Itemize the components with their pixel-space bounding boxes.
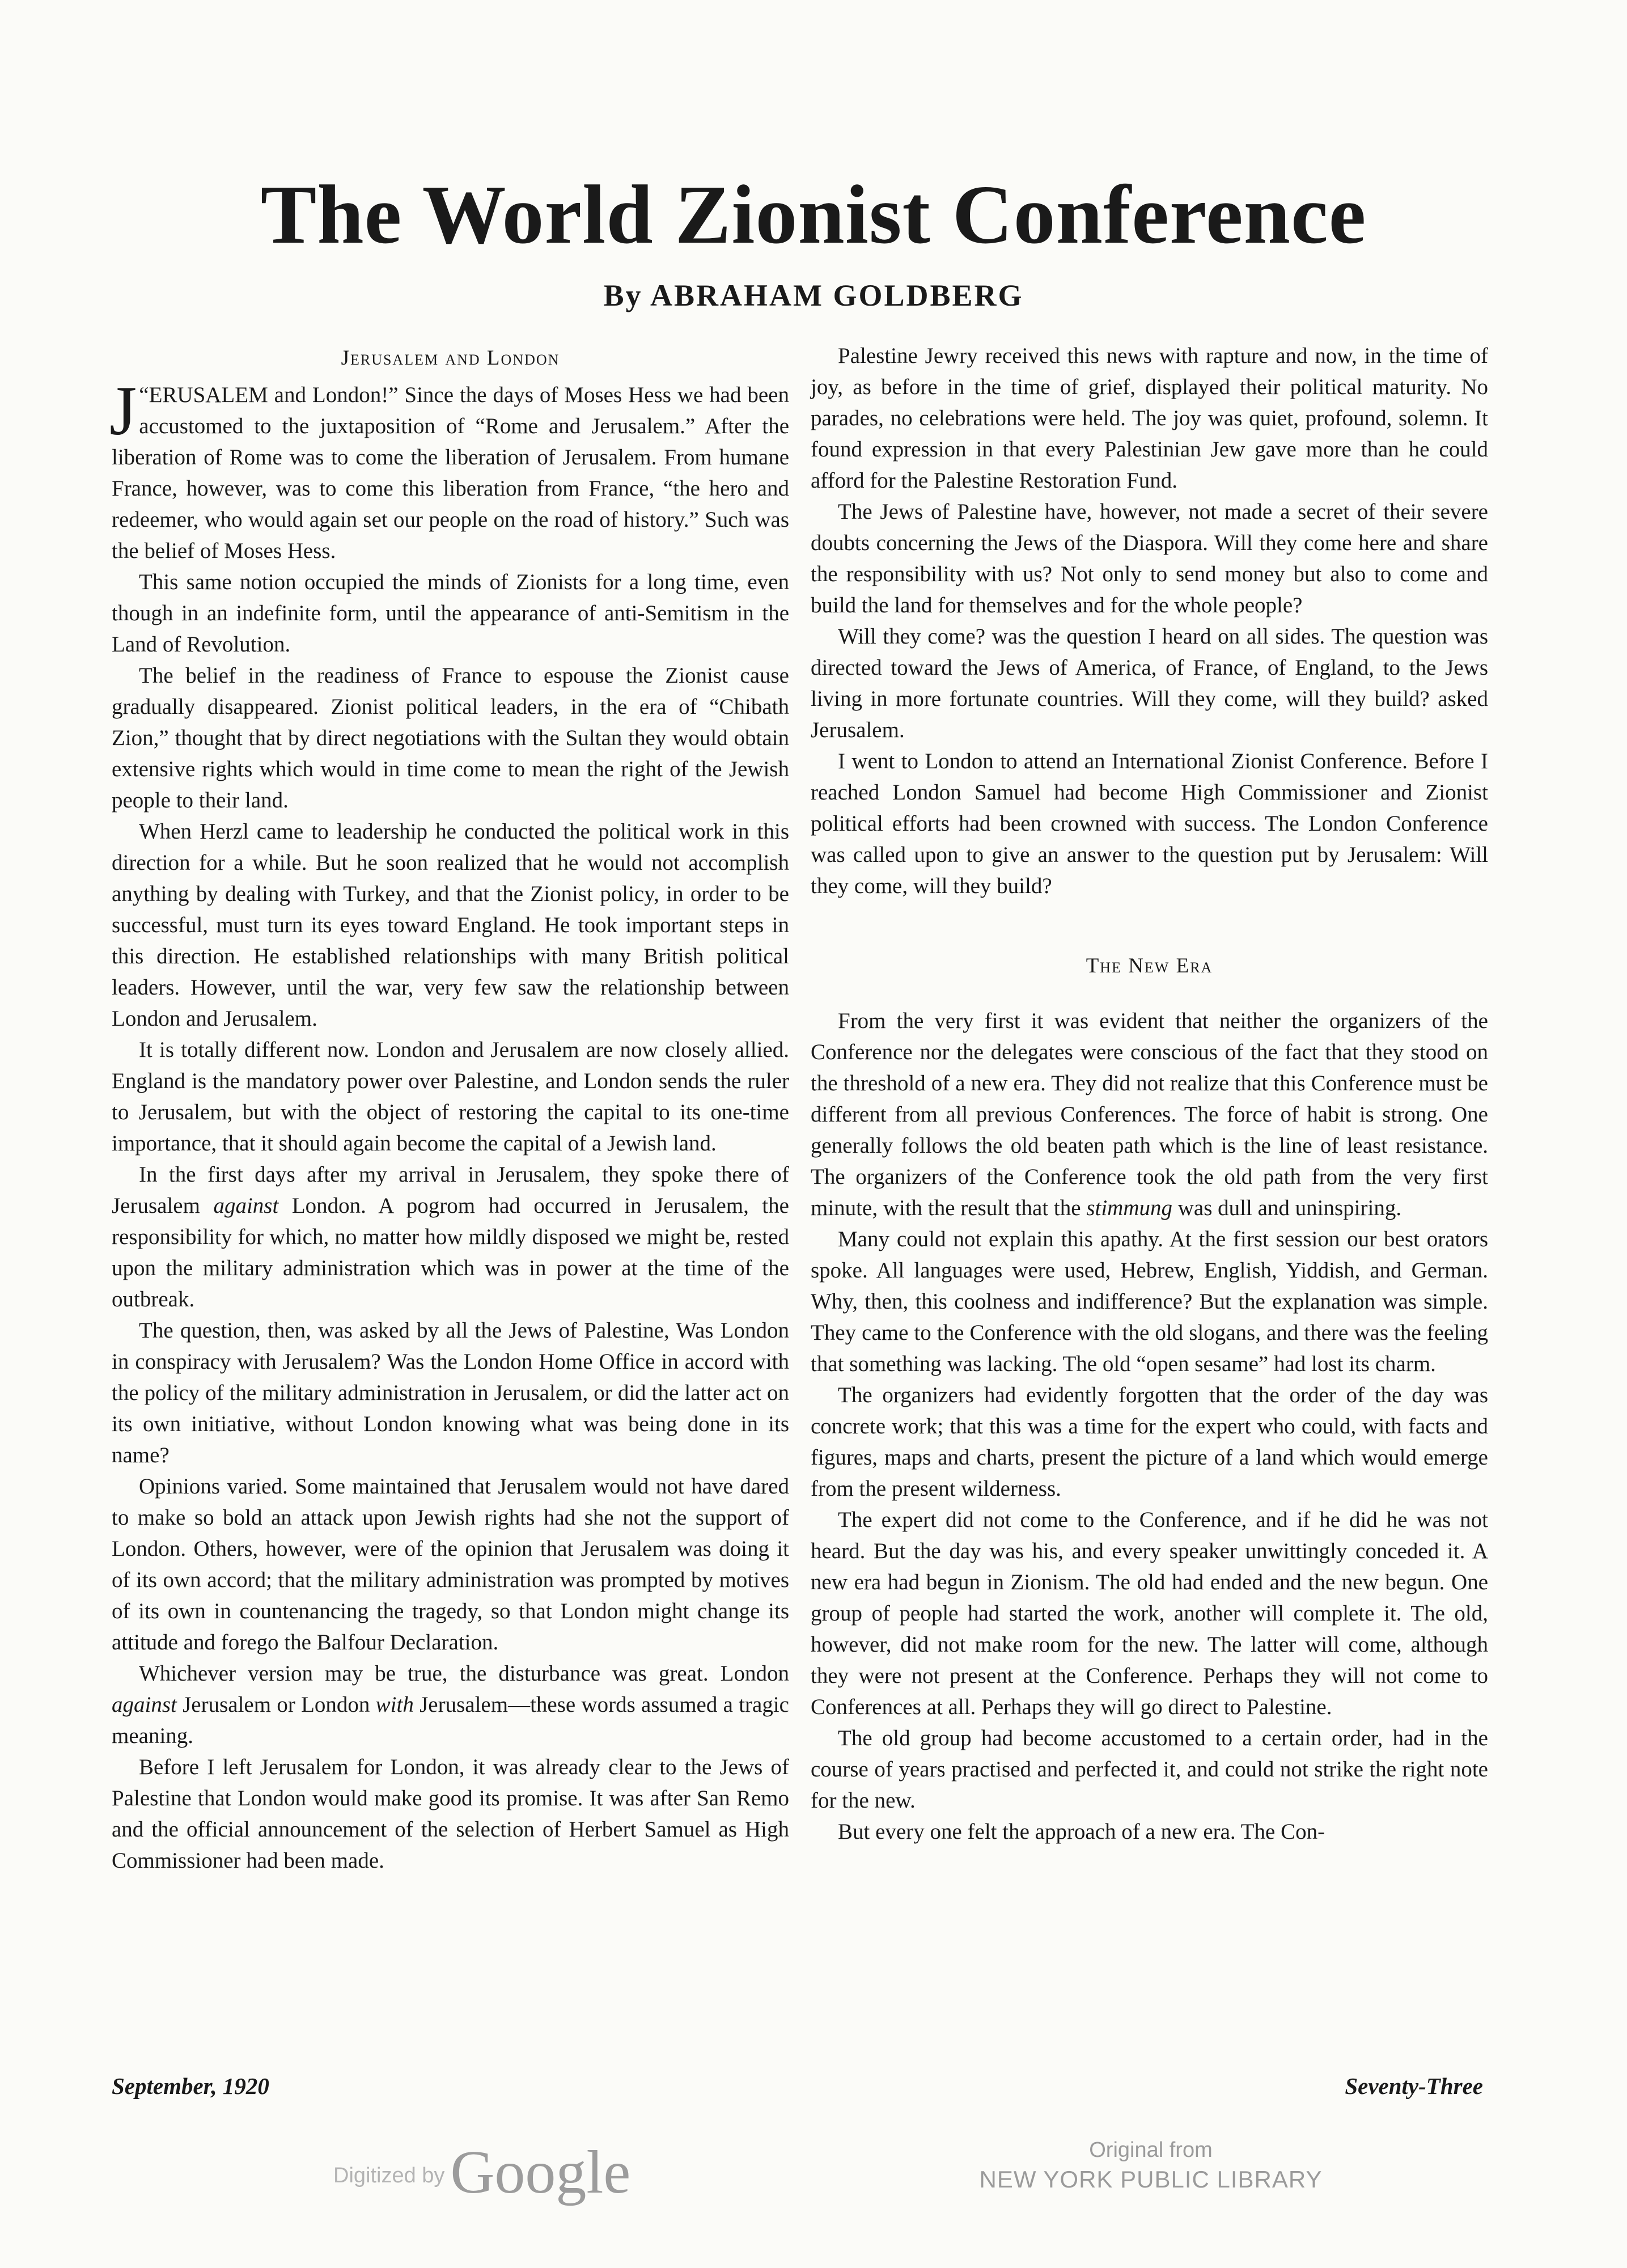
paragraph: The organizers had evidently forgotten that the order of the day was concrete work; that this was a time for the expert who could, with facts and figures, maps and charts, present the picture of a land which would emerge from the present wilderness. (811, 1383, 1488, 1501)
paragraph: The expert did not come to the Conference, and if he did he was not heard. But the day was his, and every speaker unwittingly conceded it. A new era had begun in Zionism. The old had ended and the new begun. One group of people had started the work, another will complete it. The old, however, did not make room for the new. The latter will come, although they were not present at the Conference. Perhaps they will not come to Conferences at all. Perhaps they will go direct to Palestine. (811, 1508, 1488, 1719)
paragraph: The Jews of Palestine have, however, not made a secret of their severe doubts concerning the Jews of the Diaspora. Will they come here and share the responsibility with us? Not only to send money but also to come and build the land for themselves and for the whole people? (811, 500, 1488, 617)
section-heading-jerusalem-and-london: Jerusalem and London (341, 346, 560, 370)
paragraph: It is totally different now. London and Jerusalem are now closely allied. England is the mandatory power over Palestine, and London sends the ruler to Jerusalem, but with the object of restoring the capital to its one-time importance, that it should again become the capital of a Jewish land. (112, 1038, 789, 1156)
article-title: The World Zionist Conference (260, 168, 1367, 261)
paragraph: Before I left Jerusalem for London, it was already clear to the Jews of Palestine that London would make good its promise. It was after San Remo and the official announcement of the selection of Herbert Samuel as High Commissioner had been made. (112, 1755, 789, 1873)
paragraph: From the very first it was evident that neither the organizers of the Conference nor the delegates were conscious of the fact that they stood on the threshold of a new era. They did not realize that this Conference must be different from all previous Conferences. The force of habit is strong. One generally follows the old beaten path which is the line of least resistance. The organizers of the Conference took the old path from the very first minute, with the result that the stimmung was dull and uninspiring. (811, 1009, 1488, 1220)
google-logo: Google (450, 2139, 631, 2206)
opening-quote: “ (139, 383, 149, 407)
paragraph: “ J ERUSALEM and London!” Since the days of Moses Hess we had been accustomed to the juxtaposition of “Rome and Jerusalem.” After the liberation of Rome was to come the liberation of Jerusalem. From humane France, however, was to come this liberation from France, “the hero and redeemer, who would again set our people on the road of history.” Such was the belief of Moses Hess. (109, 372, 789, 563)
paragraph: This same notion occupied the minds of Zionists for a long time, even though in an indefinite form, until the appearance of anti-Semitism in the Land of Revolution. (112, 570, 789, 657)
original-from-label: Original from (1089, 2138, 1213, 2162)
paragraph: Opinions varied. Some maintained that Jerusalem would not have dared to make so bold an attack upon Jewish rights had she not the support of London. Others, however, were of the opinion that Jerusalem was doing it of its own accord; that the military administration was prompted by motives of its own in countenancing the tragedy, so that London might change its attitude and forego the Balfour Declaration. (112, 1474, 789, 1655)
paragraph: The old group had become accustomed to a certain order, had in the course of years practised and perfected it, and could not strike the right note for the new. (811, 1726, 1488, 1813)
paragraph: Will they come? was the question I heard on all sides. The question was directed toward the Jews of America, of France, of England, to the Jews living in more fortunate countries. Will they come, will they build? asked Jerusalem. (811, 624, 1488, 742)
paragraph: The belief in the readiness of France to espouse the Zionist cause gradually disappeared. Zionist political leaders, in the era of “Chibath Zion,” thought that by direct negotiations with the Sultan they would obtain extensive rights which would in time come to mean the right of the Jewish people to their land. (112, 663, 789, 813)
paragraph: Whichever version may be true, the disturbance was great. London against Jerusalem or London with Jerusalem—these words assumed a tragic meaning. (112, 1661, 789, 1748)
digitized-watermark (333, 2138, 630, 2208)
drop-cap: J (109, 372, 137, 450)
library-name: NEW YORK PUBLIC LIBRARY (979, 2166, 1323, 2193)
byline: By ABRAHAM GOLDBERG (603, 278, 1024, 312)
section-heading-new-era: The New Era (1086, 954, 1213, 978)
paragraph: Palestine Jewry received this news with rapture and now, in the time of joy, as before in the time of grief, displayed their political maturity. No parades, no celebrations were held. The joy was quiet, profound, solemn. It found expression in that every Palestinian Jew gave more than he could afford for the Palestine Restoration Fund. (811, 344, 1488, 493)
source-watermark (938, 2135, 1363, 2194)
paragraph: In the first days after my arrival in Jerusalem, they spoke there of Jerusalem against London. A pogrom had occurred in Jerusalem, the responsibility for which, no matter how mildly disposed we might be, rested upon the military administration which was in power at the time of the outbreak. (112, 1162, 789, 1311)
paragraph: When Herzl came to leadership he conducted the political work in this direction for a while. But he soon realized that he would not accomplish anything by dealing with Turkey, and that the Zionist policy, in order to be successful, must turn its eyes toward England. He took important steps in this direction. He established relationships with many British political leaders. However, until the war, very few saw the relationship between London and Jerusalem. (112, 819, 789, 1031)
right-column (811, 340, 1488, 1847)
digitized-by-label: Digitized by (333, 2164, 445, 2187)
footer-page-number: Seventy-Three (1345, 2073, 1483, 2099)
paragraph: The question, then, was asked by all the Jews of Palestine, Was London in conspiracy with Jerusalem? Was the London Home Office in accord with the policy of the military administration in Jerusalem, or did the latter act on its own initiative, without London knowing what was being done in its name? (112, 1318, 789, 1467)
left-column (109, 340, 789, 1876)
paragraph: But every one felt the approach of a new era. The Con- (838, 1820, 1325, 1844)
paragraph: Many could not explain this apathy. At the first session our best orators spoke. All languages were used, Hebrew, English, Yiddish, and German. Why, then, this coolness and indifference? But the explanation was simple. They came to the Conference with the old slogans, and there was the feeling that something was lacking. The old “open sesame” had lost its charm. (811, 1227, 1488, 1376)
footer-date: September, 1920 (112, 2073, 269, 2099)
paragraph: I went to London to attend an International Zionist Conference. Before I reached London Samuel had become High Commissioner and Zionist political efforts had been crowned with success. The London Conference was called upon to give an answer to the question put by Jerusalem: Will they come, will they build? (811, 749, 1488, 898)
